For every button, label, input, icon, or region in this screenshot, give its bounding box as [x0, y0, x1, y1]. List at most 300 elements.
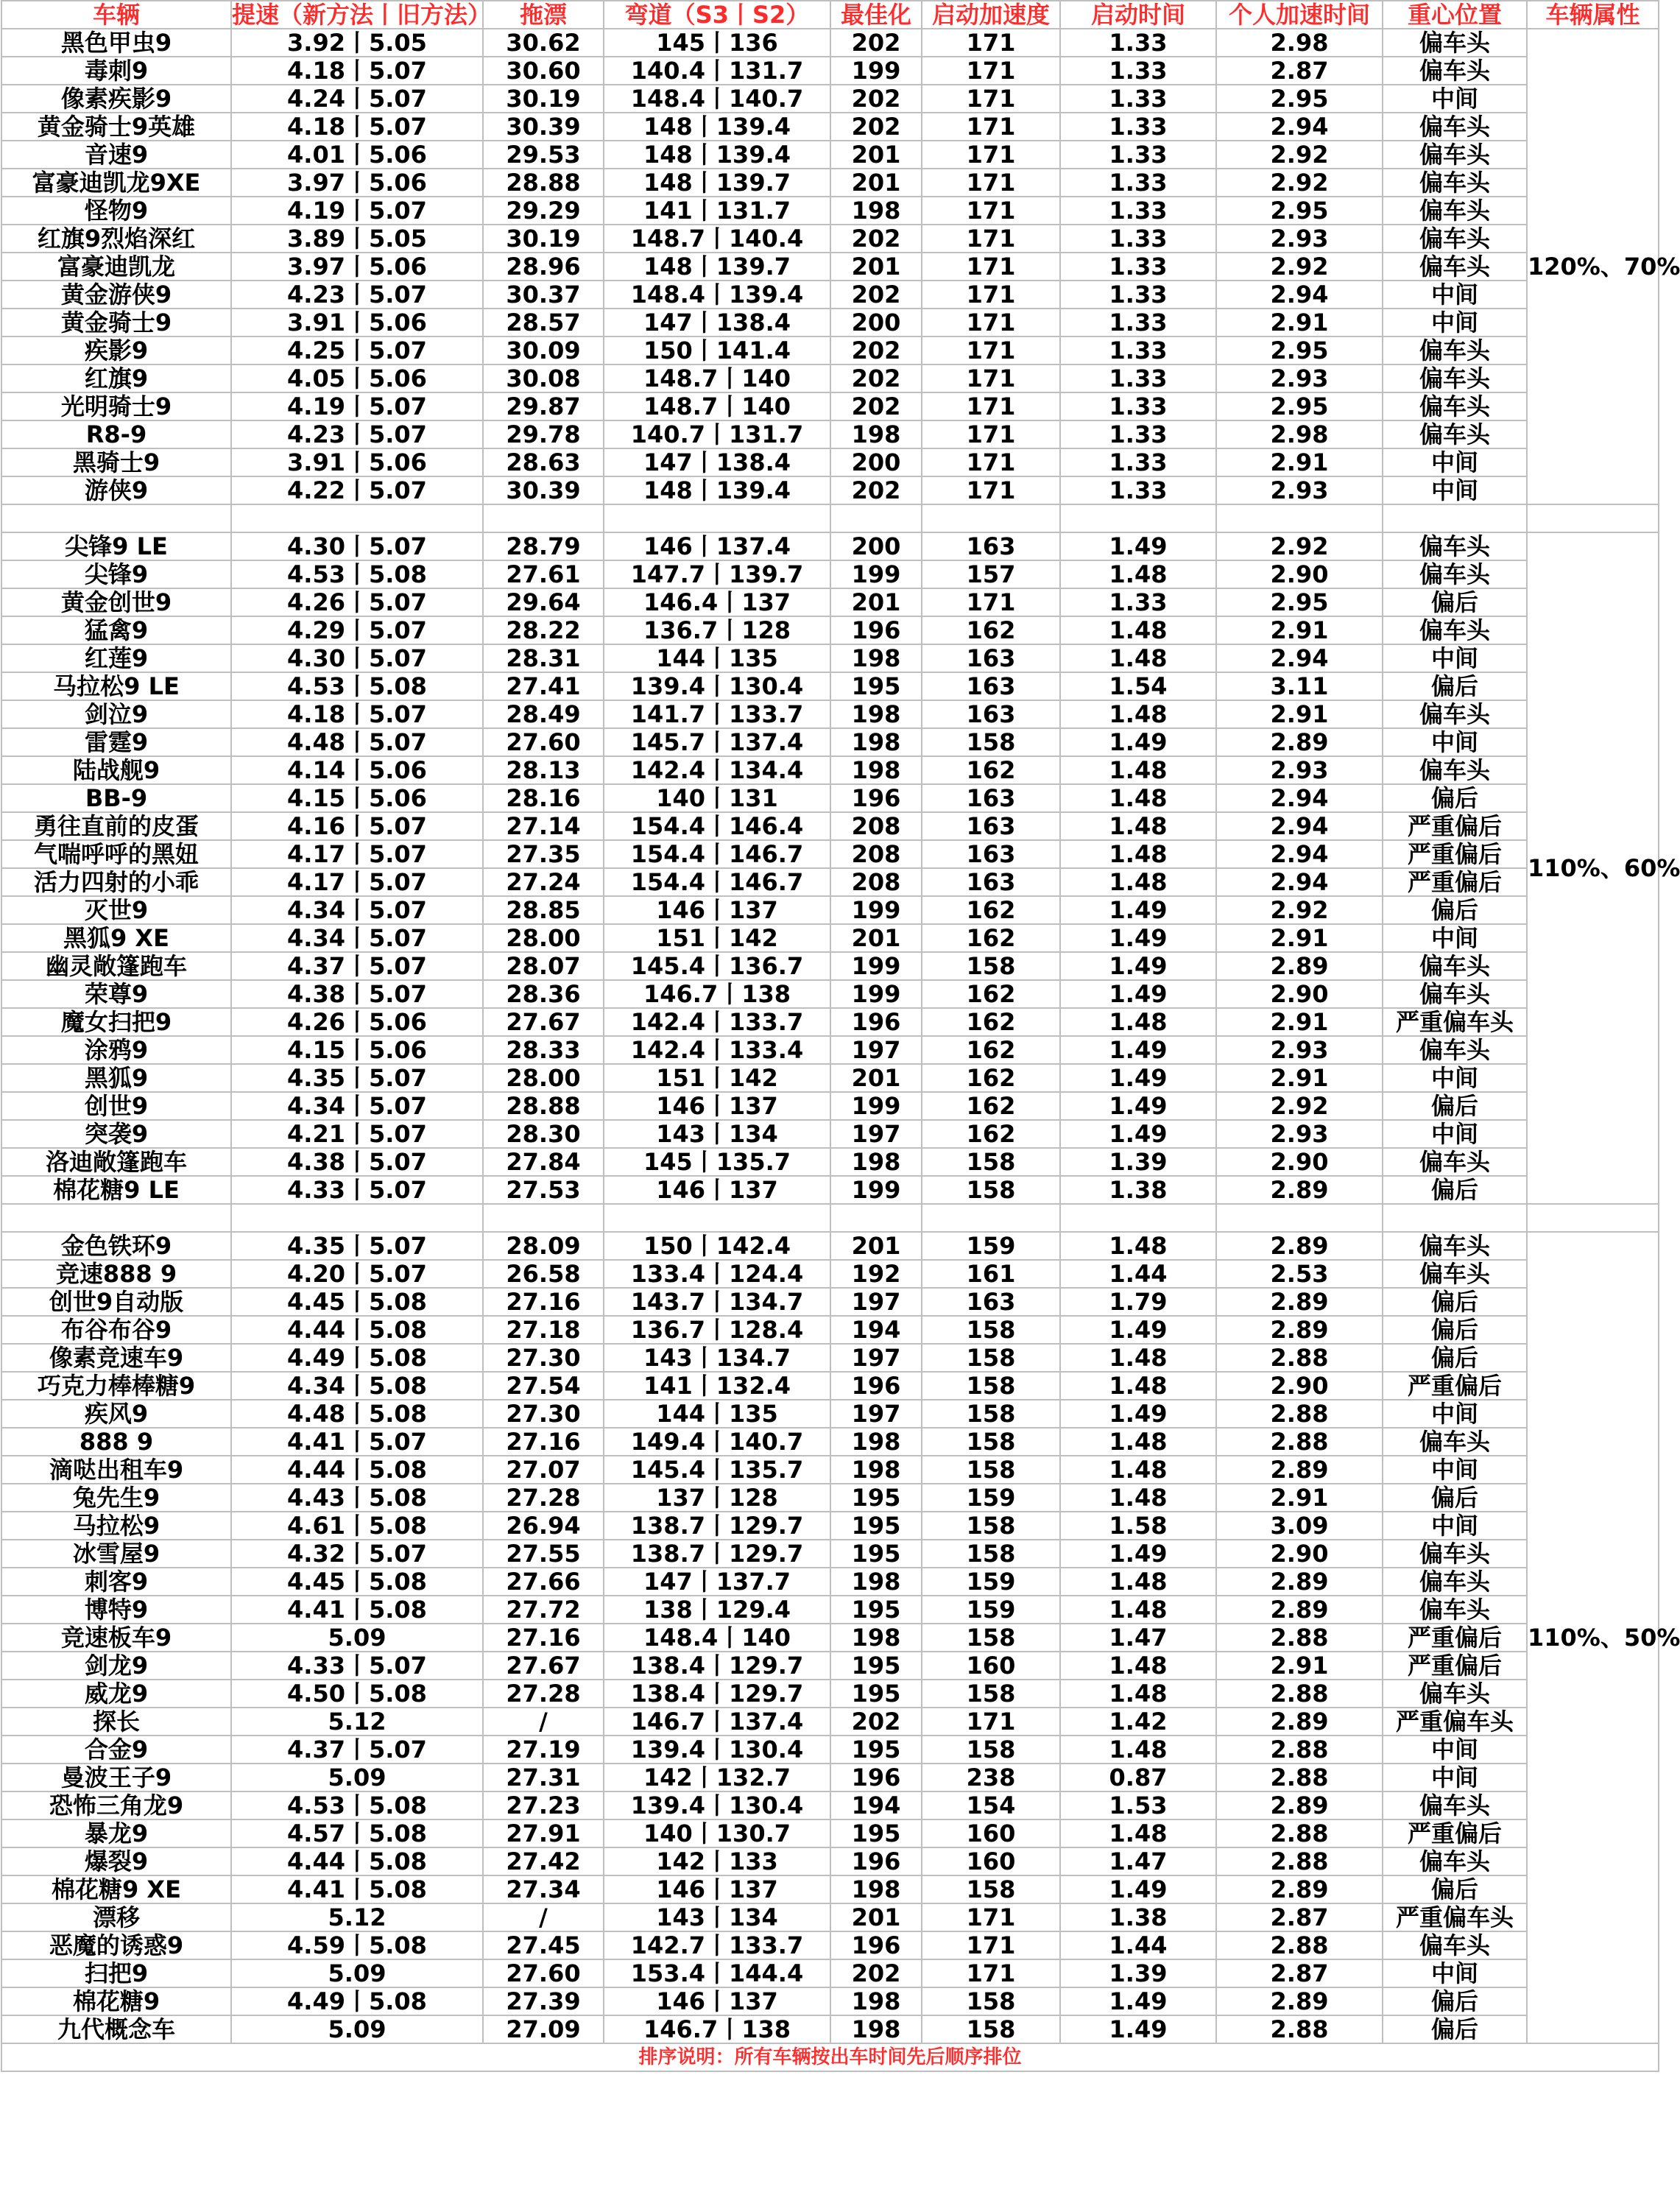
- cell-corner: 136.7丨128.4: [604, 1316, 830, 1344]
- cell-center-of-gravity: 偏车头: [1383, 113, 1527, 141]
- cell-speed: 3.91丨5.06: [231, 309, 483, 337]
- group-spacer-row: [1, 1204, 1659, 1232]
- cell-speed: 4.41丨5.08: [231, 1596, 483, 1624]
- cell-corner: 146丨137: [604, 1092, 830, 1120]
- cell-speed: 5.09: [231, 2015, 483, 2043]
- cell-corner: 148丨139.4: [604, 113, 830, 141]
- cell-optimize: 201: [830, 169, 922, 197]
- cell-speed: 4.01丨5.06: [231, 141, 483, 169]
- cell-center-of-gravity: 偏车头: [1383, 337, 1527, 364]
- header-vehicle: 车辆: [1, 1, 231, 29]
- cell-center-of-gravity: 偏车头: [1383, 141, 1527, 169]
- cell-center-of-gravity: 中间: [1383, 1959, 1527, 1987]
- cell-personal-accel: 2.95: [1216, 197, 1383, 225]
- cell-corner: 148丨139.4: [604, 141, 830, 169]
- cell-center-of-gravity: 中间: [1383, 281, 1527, 309]
- cell-launch-time: 1.38: [1060, 1903, 1216, 1931]
- cell-optimize: 196: [830, 1372, 922, 1400]
- cell-vehicle: 富豪迪凯龙9XE: [1, 169, 231, 197]
- cell-corner: 148.4丨140.7: [604, 85, 830, 113]
- cell-vehicle: 刺客9: [1, 1568, 231, 1596]
- cell-center-of-gravity: 偏车头: [1383, 1791, 1527, 1819]
- cell-launch-accel: 158: [922, 1736, 1060, 1764]
- cell-vehicle: 灭世9: [1, 896, 231, 924]
- table-row: [1, 1456, 1659, 1484]
- cell-personal-accel: 2.94: [1216, 281, 1383, 309]
- cell-speed: 4.45丨5.08: [231, 1288, 483, 1316]
- cell-speed: 4.53丨5.08: [231, 672, 483, 700]
- cell-launch-time: 1.33: [1060, 476, 1216, 504]
- cell-launch-accel: 162: [922, 1120, 1060, 1148]
- cell-vehicle: 疾影9: [1, 337, 231, 364]
- table-row: [1, 1540, 1659, 1568]
- cell-corner: 140.4丨131.7: [604, 57, 830, 85]
- cell-speed: 4.37丨5.07: [231, 952, 483, 980]
- cell-personal-accel: 2.90: [1216, 980, 1383, 1008]
- cell-launch-accel: 161: [922, 1260, 1060, 1288]
- cell-launch-accel: 162: [922, 1064, 1060, 1092]
- cell-vehicle: 陆战舰9: [1, 756, 231, 784]
- cell-speed: 4.61丨5.08: [231, 1512, 483, 1540]
- cell-corner: 147丨138.4: [604, 448, 830, 476]
- cell-vehicle: 雷霆9: [1, 728, 231, 756]
- cell-personal-accel: 2.89: [1216, 1568, 1383, 1596]
- spacer-cell: [830, 1204, 922, 1232]
- cell-personal-accel: 2.89: [1216, 1288, 1383, 1316]
- cell-vehicle: 棉花糖9 LE: [1, 1176, 231, 1204]
- cell-corner: 146.7丨137.4: [604, 1708, 830, 1736]
- cell-speed: 4.48丨5.07: [231, 728, 483, 756]
- table-row: [1, 141, 1659, 169]
- cell-launch-accel: 171: [922, 337, 1060, 364]
- cell-vehicle: 毒刺9: [1, 57, 231, 85]
- cell-center-of-gravity: 严重偏后: [1383, 1819, 1527, 1847]
- cell-corner: 138.4丨129.7: [604, 1680, 830, 1708]
- cell-launch-time: 1.33: [1060, 281, 1216, 309]
- cell-corner: 146丨137: [604, 896, 830, 924]
- cell-drift: 29.78: [483, 420, 604, 448]
- cell-center-of-gravity: 偏车头: [1383, 1680, 1527, 1708]
- cell-launch-time: 1.33: [1060, 309, 1216, 337]
- cell-corner: 148.7丨140: [604, 364, 830, 392]
- cell-corner: 139.4丨130.4: [604, 1791, 830, 1819]
- cell-personal-accel: 2.88: [1216, 1680, 1383, 1708]
- cell-optimize: 202: [830, 1708, 922, 1736]
- cell-drift: 30.08: [483, 364, 604, 392]
- cell-drift: 28.79: [483, 532, 604, 560]
- cell-optimize: 198: [830, 700, 922, 728]
- cell-launch-time: 1.33: [1060, 253, 1216, 281]
- table-row: [1, 1512, 1659, 1540]
- cell-personal-accel: 2.89: [1216, 1791, 1383, 1819]
- cell-vehicle: 像素疾影9: [1, 85, 231, 113]
- cell-corner: 141丨131.7: [604, 197, 830, 225]
- cell-launch-time: 1.48: [1060, 1428, 1216, 1456]
- cell-speed: 4.14丨5.06: [231, 756, 483, 784]
- cell-launch-accel: 171: [922, 253, 1060, 281]
- cell-personal-accel: 2.92: [1216, 253, 1383, 281]
- cell-center-of-gravity: 中间: [1383, 1512, 1527, 1540]
- table-row: [1, 253, 1659, 281]
- cell-center-of-gravity: 偏后: [1383, 1316, 1527, 1344]
- cell-launch-accel: 158: [922, 1400, 1060, 1428]
- cell-personal-accel: 2.93: [1216, 1036, 1383, 1064]
- cell-drift: 27.55: [483, 1540, 604, 1568]
- cell-vehicle: 红莲9: [1, 644, 231, 672]
- cell-optimize: 198: [830, 644, 922, 672]
- cell-launch-accel: 159: [922, 1484, 1060, 1512]
- cell-speed: 4.44丨5.08: [231, 1316, 483, 1344]
- cell-personal-accel: 2.88: [1216, 1931, 1383, 1959]
- spacer-cell: [922, 1204, 1060, 1232]
- cell-vehicle: 黄金创世9: [1, 588, 231, 616]
- cell-vehicle: 九代概念车: [1, 2015, 231, 2043]
- cell-vehicle-attribute: 110%、60%: [1527, 532, 1659, 1204]
- cell-launch-time: 1.39: [1060, 1148, 1216, 1176]
- table-row: [1, 700, 1659, 728]
- cell-optimize: 201: [830, 1064, 922, 1092]
- cell-personal-accel: 2.91: [1216, 616, 1383, 644]
- cell-drift: 28.88: [483, 1092, 604, 1120]
- cell-launch-accel: 160: [922, 1819, 1060, 1847]
- cell-launch-accel: 163: [922, 840, 1060, 868]
- cell-launch-time: 1.48: [1060, 1344, 1216, 1372]
- cell-speed: 4.34丨5.07: [231, 924, 483, 952]
- table-row: [1, 588, 1659, 616]
- cell-drift: 28.00: [483, 1064, 604, 1092]
- cell-optimize: 197: [830, 1120, 922, 1148]
- cell-optimize: 199: [830, 1092, 922, 1120]
- cell-launch-accel: 171: [922, 1959, 1060, 1987]
- cell-speed: 4.17丨5.07: [231, 840, 483, 868]
- table-row: [1, 1064, 1659, 1092]
- cell-launch-time: 1.33: [1060, 169, 1216, 197]
- cell-optimize: 202: [830, 392, 922, 420]
- table-row: [1, 1316, 1659, 1344]
- cell-launch-time: 1.33: [1060, 420, 1216, 448]
- cell-drift: 27.28: [483, 1680, 604, 1708]
- cell-launch-time: 1.48: [1060, 812, 1216, 840]
- spacer-cell: [1060, 504, 1216, 532]
- cell-personal-accel: 2.88: [1216, 2015, 1383, 2043]
- cell-speed: 4.15丨5.06: [231, 784, 483, 812]
- cell-personal-accel: 2.88: [1216, 1736, 1383, 1764]
- cell-launch-accel: 171: [922, 1931, 1060, 1959]
- cell-drift: 27.60: [483, 728, 604, 756]
- cell-vehicle: 黑色甲虫9: [1, 29, 231, 57]
- cell-launch-time: 1.33: [1060, 392, 1216, 420]
- cell-launch-accel: 163: [922, 532, 1060, 560]
- table-row: [1, 1484, 1659, 1512]
- cell-speed: 3.97丨5.06: [231, 169, 483, 197]
- table-row: [1, 1092, 1659, 1120]
- cell-speed: 4.20丨5.07: [231, 1260, 483, 1288]
- header-personal-accel: 个人加速时间: [1216, 1, 1383, 29]
- cell-drift: 30.19: [483, 85, 604, 113]
- cell-optimize: 194: [830, 1316, 922, 1344]
- cell-vehicle: 魔女扫把9: [1, 1008, 231, 1036]
- cell-speed: 4.43丨5.08: [231, 1484, 483, 1512]
- cell-launch-time: 1.48: [1060, 644, 1216, 672]
- cell-personal-accel: 2.91: [1216, 1652, 1383, 1680]
- cell-drift: 27.19: [483, 1736, 604, 1764]
- cell-launch-accel: 158: [922, 1428, 1060, 1456]
- cell-personal-accel: 2.88: [1216, 1819, 1383, 1847]
- cell-drift: 28.33: [483, 1036, 604, 1064]
- table-row: [1, 1288, 1659, 1316]
- cell-corner: 148丨139.7: [604, 169, 830, 197]
- cell-launch-time: 1.49: [1060, 980, 1216, 1008]
- cell-personal-accel: 2.89: [1216, 952, 1383, 980]
- spacer-cell: [483, 1204, 604, 1232]
- cell-center-of-gravity: 偏后: [1383, 1288, 1527, 1316]
- table-row: [1, 309, 1659, 337]
- cell-drift: 27.07: [483, 1456, 604, 1484]
- cell-vehicle: 合金9: [1, 1736, 231, 1764]
- cell-center-of-gravity: 偏车头: [1383, 1232, 1527, 1260]
- cell-optimize: 201: [830, 588, 922, 616]
- cell-speed: 4.15丨5.06: [231, 1036, 483, 1064]
- cell-launch-time: 1.33: [1060, 225, 1216, 253]
- cell-vehicle: 棉花糖9: [1, 1987, 231, 2015]
- cell-speed: 4.34丨5.07: [231, 1092, 483, 1120]
- cell-optimize: 202: [830, 1959, 922, 1987]
- cell-optimize: 201: [830, 1232, 922, 1260]
- cell-center-of-gravity: 偏车头: [1383, 29, 1527, 57]
- cell-launch-accel: 171: [922, 85, 1060, 113]
- cell-personal-accel: 2.92: [1216, 1092, 1383, 1120]
- cell-corner: 146丨137.4: [604, 532, 830, 560]
- cell-center-of-gravity: 中间: [1383, 1764, 1527, 1791]
- cell-launch-time: 1.48: [1060, 868, 1216, 896]
- table-row: [1, 616, 1659, 644]
- table-row: [1, 1344, 1659, 1372]
- cell-corner: 141丨132.4: [604, 1372, 830, 1400]
- cell-personal-accel: 2.89: [1216, 1176, 1383, 1204]
- cell-vehicle: 暴龙9: [1, 1819, 231, 1847]
- cell-corner: 148.4丨140: [604, 1624, 830, 1652]
- cell-corner: 146丨137: [604, 1176, 830, 1204]
- cell-launch-accel: 171: [922, 476, 1060, 504]
- cell-optimize: 199: [830, 1176, 922, 1204]
- cell-drift: 27.14: [483, 812, 604, 840]
- cell-launch-time: 1.48: [1060, 1372, 1216, 1400]
- cell-personal-accel: 2.89: [1216, 1708, 1383, 1736]
- cell-drift: 27.16: [483, 1288, 604, 1316]
- cell-speed: 4.35丨5.07: [231, 1064, 483, 1092]
- cell-vehicle: 漂移: [1, 1903, 231, 1931]
- cell-center-of-gravity: 严重偏后: [1383, 868, 1527, 896]
- cell-speed: 4.53丨5.08: [231, 560, 483, 588]
- cell-center-of-gravity: 严重偏车头: [1383, 1903, 1527, 1931]
- cell-drift: 28.36: [483, 980, 604, 1008]
- cell-center-of-gravity: 偏后: [1383, 1344, 1527, 1372]
- cell-drift: 30.62: [483, 29, 604, 57]
- cell-launch-time: 1.33: [1060, 141, 1216, 169]
- table-row: [1, 952, 1659, 980]
- cell-vehicle: 创世9: [1, 1092, 231, 1120]
- cell-drift: 27.16: [483, 1428, 604, 1456]
- cell-vehicle: 马拉松9 LE: [1, 672, 231, 700]
- cell-speed: 4.35丨5.07: [231, 1232, 483, 1260]
- cell-speed: 3.91丨5.06: [231, 448, 483, 476]
- cell-vehicle: 创世9自动版: [1, 1288, 231, 1316]
- cell-optimize: 195: [830, 1512, 922, 1540]
- cell-launch-time: 1.48: [1060, 700, 1216, 728]
- cell-launch-accel: 158: [922, 1148, 1060, 1176]
- cell-personal-accel: 2.89: [1216, 1987, 1383, 2015]
- cell-launch-time: 1.49: [1060, 728, 1216, 756]
- cell-corner: 140丨131: [604, 784, 830, 812]
- cell-corner: 145丨136: [604, 29, 830, 57]
- table-row: [1, 420, 1659, 448]
- cell-launch-accel: 171: [922, 392, 1060, 420]
- cell-optimize: 200: [830, 309, 922, 337]
- table-row: [1, 728, 1659, 756]
- cell-corner: 138丨129.4: [604, 1596, 830, 1624]
- cell-drift: 27.30: [483, 1400, 604, 1428]
- table-row: [1, 1847, 1659, 1875]
- table-row: [1, 868, 1659, 896]
- cell-drift: 29.87: [483, 392, 604, 420]
- group-spacer-row: [1, 504, 1659, 532]
- cell-corner: 146.7丨138: [604, 2015, 830, 2043]
- spacer-cell: [231, 504, 483, 532]
- cell-optimize: 198: [830, 1148, 922, 1176]
- cell-center-of-gravity: 偏车头: [1383, 420, 1527, 448]
- cell-drift: /: [483, 1708, 604, 1736]
- cell-launch-accel: 158: [922, 952, 1060, 980]
- cell-center-of-gravity: 中间: [1383, 728, 1527, 756]
- cell-drift: 28.31: [483, 644, 604, 672]
- spacer-cell: [922, 504, 1060, 532]
- cell-personal-accel: 2.90: [1216, 1148, 1383, 1176]
- cell-launch-accel: 158: [922, 1456, 1060, 1484]
- cell-launch-time: 1.49: [1060, 952, 1216, 980]
- cell-vehicle: 荣尊9: [1, 980, 231, 1008]
- cell-launch-time: 1.53: [1060, 1791, 1216, 1819]
- cell-corner: 147.7丨139.7: [604, 560, 830, 588]
- cell-drift: 27.61: [483, 560, 604, 588]
- cell-corner: 143丨134: [604, 1903, 830, 1931]
- table-row: [1, 2015, 1659, 2043]
- cell-center-of-gravity: 偏车头: [1383, 1596, 1527, 1624]
- cell-launch-time: 1.49: [1060, 1120, 1216, 1148]
- cell-launch-time: 1.49: [1060, 2015, 1216, 2043]
- cell-center-of-gravity: 严重偏后: [1383, 1372, 1527, 1400]
- cell-optimize: 196: [830, 784, 922, 812]
- table-row: [1, 1764, 1659, 1791]
- cell-corner: 143丨134.7: [604, 1344, 830, 1372]
- cell-optimize: 201: [830, 924, 922, 952]
- table-row: [1, 1931, 1659, 1959]
- cell-launch-time: 1.42: [1060, 1708, 1216, 1736]
- cell-vehicle: 富豪迪凯龙: [1, 253, 231, 281]
- cell-personal-accel: 2.89: [1216, 1596, 1383, 1624]
- spacer-cell: [1060, 1204, 1216, 1232]
- cell-corner: 150丨142.4: [604, 1232, 830, 1260]
- cell-optimize: 195: [830, 1680, 922, 1708]
- cell-optimize: 201: [830, 141, 922, 169]
- cell-personal-accel: 2.90: [1216, 1372, 1383, 1400]
- cell-vehicle: 红旗9: [1, 364, 231, 392]
- cell-optimize: 199: [830, 896, 922, 924]
- cell-corner: 145.4丨135.7: [604, 1456, 830, 1484]
- cell-launch-accel: 163: [922, 812, 1060, 840]
- table-row: [1, 1400, 1659, 1428]
- cell-optimize: 200: [830, 532, 922, 560]
- spacer-cell: [1383, 504, 1527, 532]
- cell-speed: 4.41丨5.08: [231, 1875, 483, 1903]
- cell-drift: 27.53: [483, 1176, 604, 1204]
- cell-personal-accel: 2.87: [1216, 57, 1383, 85]
- cell-launch-time: 1.48: [1060, 1568, 1216, 1596]
- cell-drift: 28.07: [483, 952, 604, 980]
- cell-launch-accel: 162: [922, 1036, 1060, 1064]
- cell-optimize: 208: [830, 868, 922, 896]
- spacer-cell: [1216, 1204, 1383, 1232]
- cell-drift: 27.16: [483, 1624, 604, 1652]
- cell-optimize: 198: [830, 1875, 922, 1903]
- cell-speed: 4.05丨5.06: [231, 364, 483, 392]
- cell-launch-accel: 162: [922, 616, 1060, 644]
- cell-vehicle: 888 9: [1, 1428, 231, 1456]
- header-corner: 弯道（S3丨S2）: [604, 1, 830, 29]
- cell-center-of-gravity: 偏后: [1383, 896, 1527, 924]
- cell-center-of-gravity: 偏车头: [1383, 57, 1527, 85]
- cell-speed: 5.12: [231, 1708, 483, 1736]
- cell-center-of-gravity: 中间: [1383, 924, 1527, 952]
- cell-corner: 143.7丨134.7: [604, 1288, 830, 1316]
- cell-personal-accel: 2.94: [1216, 812, 1383, 840]
- cell-center-of-gravity: 中间: [1383, 476, 1527, 504]
- table-row: [1, 784, 1659, 812]
- cell-speed: 4.19丨5.07: [231, 197, 483, 225]
- cell-vehicle: 黄金骑士9英雄: [1, 113, 231, 141]
- cell-speed: 4.17丨5.07: [231, 868, 483, 896]
- cell-drift: 27.66: [483, 1568, 604, 1596]
- cell-speed: 4.59丨5.08: [231, 1931, 483, 1959]
- cell-drift: 27.41: [483, 672, 604, 700]
- cell-personal-accel: 2.88: [1216, 1764, 1383, 1791]
- cell-drift: 26.58: [483, 1260, 604, 1288]
- spacer-cell: [604, 504, 830, 532]
- cell-launch-accel: 158: [922, 1987, 1060, 2015]
- cell-launch-accel: 171: [922, 57, 1060, 85]
- cell-center-of-gravity: 偏车头: [1383, 197, 1527, 225]
- cell-personal-accel: 2.92: [1216, 532, 1383, 560]
- cell-optimize: 195: [830, 672, 922, 700]
- cell-launch-time: 1.49: [1060, 1987, 1216, 2015]
- cell-speed: 3.92丨5.05: [231, 29, 483, 57]
- cell-drift: 28.16: [483, 784, 604, 812]
- cell-center-of-gravity: 偏车头: [1383, 364, 1527, 392]
- cell-speed: 4.19丨5.07: [231, 392, 483, 420]
- cell-drift: 27.54: [483, 1372, 604, 1400]
- cell-drift: 28.96: [483, 253, 604, 281]
- cell-speed: 4.18丨5.07: [231, 113, 483, 141]
- cell-launch-time: 1.48: [1060, 1652, 1216, 1680]
- cell-drift: 30.19: [483, 225, 604, 253]
- cell-center-of-gravity: 严重偏后: [1383, 1652, 1527, 1680]
- spacer-cell: [1, 1204, 231, 1232]
- cell-speed: 4.23丨5.07: [231, 420, 483, 448]
- cell-vehicle: 兔先生9: [1, 1484, 231, 1512]
- cell-personal-accel: 2.88: [1216, 1400, 1383, 1428]
- cell-personal-accel: 2.98: [1216, 29, 1383, 57]
- cell-vehicle-attribute: 120%、70%: [1527, 29, 1659, 504]
- table-row: [1, 924, 1659, 952]
